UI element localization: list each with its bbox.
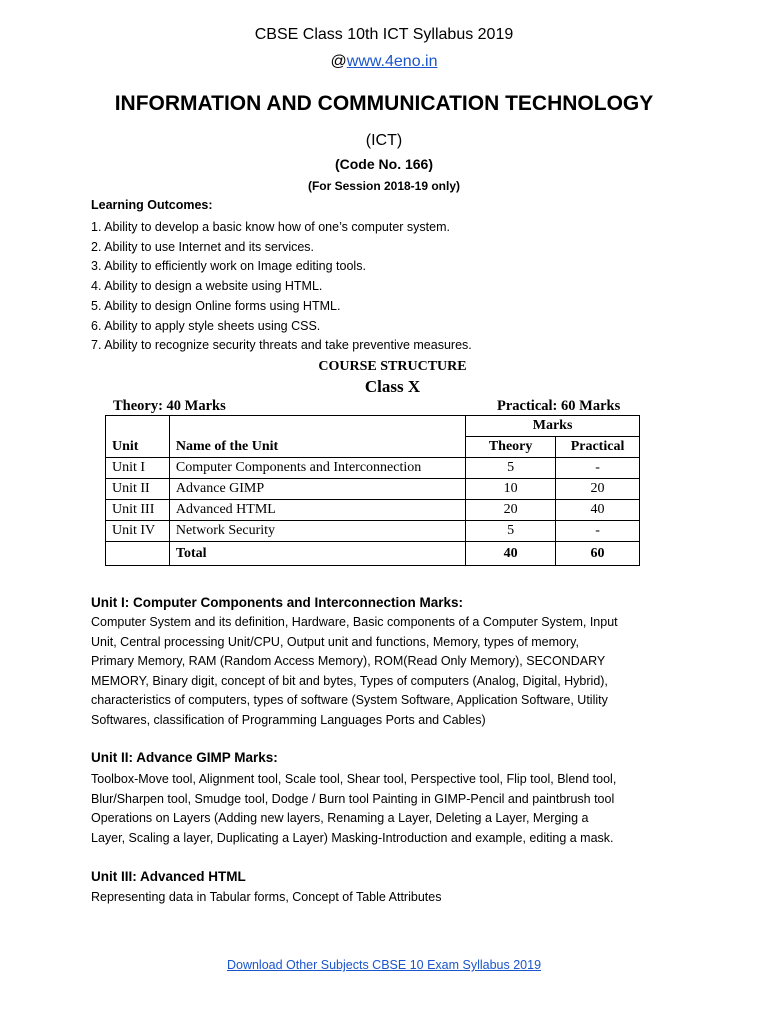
column-header: Theory [466, 437, 556, 458]
table-cell: 5 [466, 458, 556, 479]
table-cell: 10 [466, 479, 556, 500]
learning-outcomes-list [91, 218, 472, 356]
marks-header: Marks [466, 416, 640, 437]
course-class: Class X [364, 377, 421, 396]
site-line [0, 53, 768, 71]
unit-3-heading: Unit III: Advanced HTML [91, 869, 246, 884]
body-line: Blur/Sharpen tool, Smudge tool, Dodge / Burn tool Painting in GIMP-Pencil and paintbrush tool [91, 791, 615, 806]
body-line: MEMORY, Binary digit, concept of bit and bytes, Types of computers (Analog, Digital, Hybrid), [91, 673, 608, 688]
document-title: CBSE Class 10th ICT Syllabus 2019 [254, 26, 514, 43]
table-row [106, 500, 640, 521]
column-header: Unit [106, 437, 170, 458]
list-item: 1. Ability to develop a basic know how of one’s computer system. [91, 220, 450, 234]
table-cell: Network Security [169, 521, 465, 542]
list-item: 5. Ability to design Online forms using HTML. [91, 298, 341, 313]
table-header-row [106, 437, 640, 458]
table-row [106, 416, 640, 437]
table-cell: Unit III [106, 500, 170, 521]
table-cell: Advanced HTML [169, 500, 465, 521]
footer [0, 958, 768, 972]
theory-total: Theory: 40 Marks [113, 398, 226, 414]
site-link[interactable]: www.4eno.in [346, 53, 438, 70]
unit-2-heading: Unit II: Advance GIMP Marks: [91, 750, 278, 765]
course-structure-title: COURSE STRUCTURE [318, 359, 467, 374]
list-item: 4. Ability to design a website using HTML. [91, 279, 323, 294]
subject-abbr: (ICT) [365, 132, 403, 149]
subject-heading: INFORMATION AND COMMUNICATION TECHNOLOGY [114, 92, 654, 115]
unit-1-heading: Unit I: Computer Components and Interconnection Marks: [91, 595, 464, 610]
list-item: 6. Ability to apply style sheets using CSS. [91, 318, 321, 333]
at-prefix: @ [330, 53, 347, 70]
list-item: 7. Ability to recognize security threats and take preventive measures. [91, 338, 472, 353]
body-line: Toolbox-Move tool, Alignment tool, Scale tool, Shear tool, Perspective tool, Flip tool, Blend tool, [91, 772, 617, 786]
total-practical: 60 [556, 542, 640, 566]
column-header: Name of the Unit [169, 437, 465, 458]
table-cell: 5 [466, 521, 556, 542]
table-cell: 40 [556, 500, 640, 521]
table-cell: Advance GIMP [169, 479, 465, 500]
body-line: characteristics of computers, types of software (System Software, Application Software, Utility [91, 693, 608, 707]
total-label: Total [169, 542, 465, 566]
list-item: 3. Ability to efficiently work on Image editing tools. [91, 259, 366, 274]
table-cell: Unit IV [106, 521, 170, 542]
table-cell [106, 542, 170, 566]
unit-1-body [91, 613, 691, 730]
list-item: 2. Ability to use Internet and its services. [91, 239, 315, 254]
total-theory: 40 [466, 542, 556, 566]
body-line: Layer, Scaling a layer, Duplicating a Layer) Masking-Introduction and example, editing a mask. [91, 830, 614, 845]
body-line: Operations on Layers (Adding new layers, Renaming a Layer, Deleting a Layer, Merging a [91, 811, 589, 825]
table-total-row [106, 542, 640, 566]
table-cell: Unit I [106, 458, 170, 479]
table-cell: - [556, 458, 640, 479]
unit-3-body [91, 888, 691, 908]
body-line: Primary Memory, RAM (Random Access Memory), ROM(Read Only Memory), SECONDARY [91, 654, 606, 668]
table-cell: - [556, 521, 640, 542]
unit-2-body [91, 770, 691, 848]
table-row [106, 479, 640, 500]
body-line: Computer System and its definition, Hardware, Basic components of a Computer System, Input [91, 615, 618, 629]
table-row [106, 521, 640, 542]
column-header: Practical [556, 437, 640, 458]
table-cell [106, 416, 170, 437]
code-number: (Code No. 166) [334, 156, 433, 172]
table-cell: Unit II [106, 479, 170, 500]
course-structure-table [105, 415, 640, 566]
session-note: (For Session 2018-19 only) [307, 179, 461, 193]
body-line: Representing data in Tabular forms, Concept of Table Attributes [91, 890, 442, 904]
body-line: Softwares, classification of Programming Languages Ports and Cables) [91, 712, 486, 727]
table-cell: Computer Components and Interconnection [169, 458, 465, 479]
table-cell [169, 416, 465, 437]
table-cell: 20 [556, 479, 640, 500]
body-line: Unit, Central processing Unit/CPU, Output unit and functions, Memory, types of memory, [91, 634, 579, 649]
learning-outcomes-heading: Learning Outcomes: [91, 198, 213, 212]
table-cell: 20 [466, 500, 556, 521]
practical-total: Practical: 60 Marks [497, 398, 621, 414]
table-row [106, 458, 640, 479]
download-syllabus-link[interactable]: Download Other Subjects CBSE 10 Exam Syllabus 2019 [226, 958, 542, 972]
